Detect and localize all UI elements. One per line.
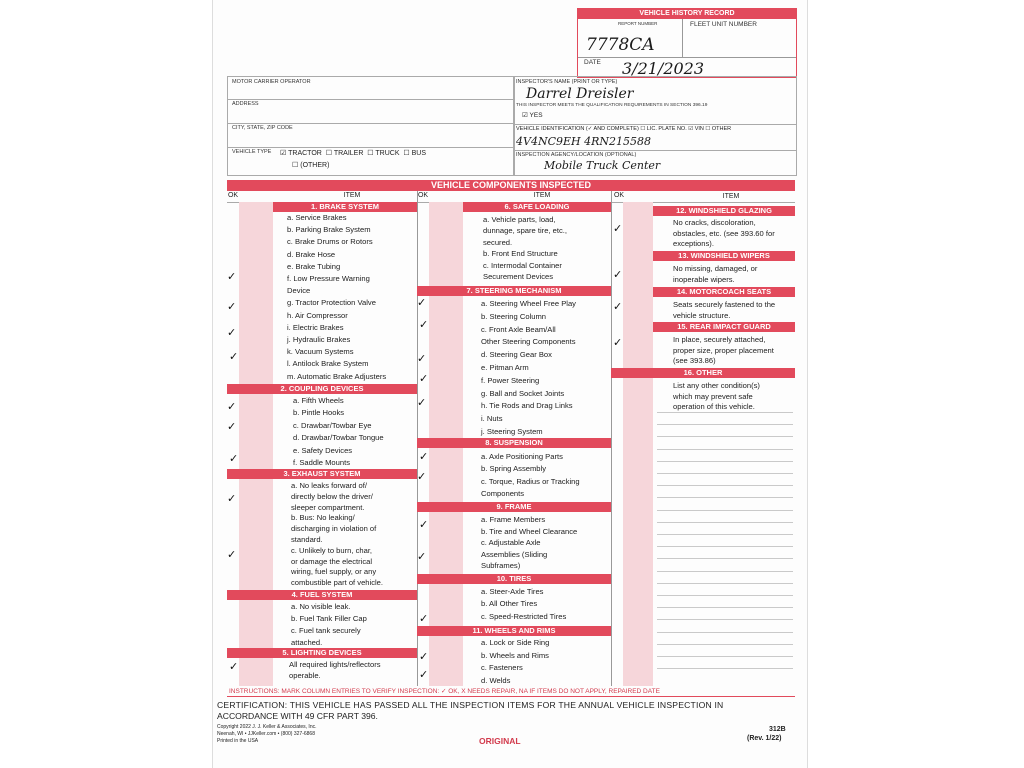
- city-label: CITY, STATE, ZIP CODE: [232, 125, 293, 131]
- address-label: ADDRESS: [232, 101, 259, 107]
- inspection-item: c. Torque, Radius or Tracking: [481, 476, 580, 486]
- coupling-devices-header: 2. COUPLING DEVICES: [227, 384, 417, 394]
- ok-checkmark: ✓: [227, 326, 237, 339]
- writing-line: [657, 546, 793, 547]
- inspection-item: f. Low Pressure Warning: [287, 274, 370, 283]
- inspection-item: c. Fasteners: [481, 663, 523, 673]
- inspection-item: vehicle structure.: [673, 310, 731, 320]
- inspection-item: In place, securely attached,: [673, 335, 766, 344]
- inspection-item: c. Drawbar/Towbar Eye: [293, 420, 372, 430]
- inspection-item: Securement Devices: [483, 272, 554, 281]
- vehicle-history-record-box: [577, 8, 797, 78]
- ok-checkmark: ✓: [229, 452, 239, 465]
- inspection-item: All required lights/reflectors: [289, 660, 381, 669]
- inspection-item: (see 393.86): [673, 356, 716, 365]
- lic-plate-label: LIC. PLATE NO.: [646, 126, 687, 132]
- inspection-item: e. Safety Devices: [293, 445, 353, 455]
- qualification-label: THIS INSPECTOR MEETS THE QUALIFICATION REQUIREMENTS IN SECTION 396.19: [516, 103, 708, 108]
- inspection-item: exceptions).: [673, 239, 714, 248]
- ok-checkmark: ✓: [419, 318, 429, 331]
- windshield-wipers-header: 13. WINDSHIELD WIPERS: [653, 251, 795, 261]
- frame-header: 9. FRAME: [417, 502, 611, 512]
- vin-row: [516, 126, 731, 132]
- inspection-item: Device: [287, 286, 311, 296]
- writing-line: [657, 668, 793, 669]
- writing-line: [657, 449, 793, 450]
- ok-checkmark: ✓: [227, 420, 237, 433]
- other-id-checkbox[interactable]: ☐: [705, 126, 711, 132]
- inspection-item: b. Bus: No leaking/: [291, 513, 355, 523]
- inspection-item: d. Steering Gear Box: [481, 350, 552, 360]
- ok-checkmark: ✓: [227, 548, 237, 561]
- inspector-hline-2: [514, 150, 796, 151]
- vin-option-label: VIN: [694, 126, 704, 132]
- bus-option: BUS: [411, 150, 427, 157]
- copyright-line-1: Copyright 2022 J. J. Keller & Associates, Inc.: [217, 724, 317, 730]
- writing-line: [657, 436, 793, 437]
- ok-checkmark: ✓: [613, 268, 623, 281]
- ok-checkmark: ✓: [613, 222, 623, 235]
- inspection-item: wiring, fuel supply, or any: [291, 567, 377, 577]
- ok-checkmark: ✓: [417, 396, 427, 409]
- tractor-option: TRACTOR: [288, 150, 322, 157]
- ok-checkmark: ✓: [419, 450, 429, 463]
- inspection-item: inoperable wipers.: [673, 274, 735, 284]
- inspection-item: List any other condition(s): [673, 381, 760, 390]
- ok-header-2: OK: [417, 192, 429, 199]
- inspection-item: m. Automatic Brake Adjusters: [287, 371, 387, 381]
- fuel-system-header: 4. FUEL SYSTEM: [227, 590, 417, 600]
- col-divider-2: [611, 191, 612, 686]
- needs-repair-strip-3: [623, 202, 653, 686]
- inspection-item: proper size, proper placement: [673, 345, 774, 355]
- ok-checkmark: ✓: [417, 470, 427, 483]
- ok-header-1: OK: [227, 192, 239, 199]
- vin-value: 4V4NC9EH 4RN215588: [516, 135, 651, 148]
- truck-option: TRUCK: [375, 150, 400, 157]
- inspection-item: a. Vehicle parts, load,: [483, 215, 556, 224]
- inspection-item: b. Pintle Hooks: [293, 408, 345, 418]
- inspection-item: sleeper compartment.: [291, 502, 365, 512]
- needs-repair-strip-1: [239, 202, 273, 686]
- inspection-item: b. Spring Assembly: [481, 464, 546, 474]
- writing-line: [657, 607, 793, 608]
- inspection-item: Components: [481, 489, 525, 499]
- ok-checkmark: ✓: [419, 650, 429, 663]
- fleet-unit-label: FLEET UNIT NUMBER: [690, 21, 757, 28]
- ok-checkmark: ✓: [417, 296, 427, 309]
- inspection-item: Subframes): [481, 561, 521, 571]
- inspection-item: a. Steer-Axle Tires: [481, 587, 544, 596]
- inspection-item: l. Antilock Brake System: [287, 359, 369, 369]
- inspection-item: e. Brake Tubing: [287, 261, 341, 271]
- copyright-line-3: Printed in the USA: [217, 738, 259, 744]
- writing-line: [657, 571, 793, 572]
- inspection-item: c. Front Axle Beam/All: [481, 324, 556, 334]
- ok-checkmark: ✓: [227, 400, 237, 413]
- ok-checkmark: ✓: [229, 350, 239, 363]
- inspection-item: standard.: [291, 535, 323, 544]
- inspector-info-box: [513, 76, 797, 176]
- qualification-yes: [522, 111, 543, 119]
- trailer-checkbox[interactable]: ☐: [325, 150, 332, 157]
- inspection-item: combustible part of vehicle.: [291, 578, 384, 588]
- ok-checkmark: ✓: [227, 300, 237, 313]
- ok-checkmark: ✓: [229, 660, 239, 673]
- inspection-item: a. Fifth Wheels: [293, 396, 344, 405]
- trailer-option: TRAILER: [333, 150, 364, 157]
- motor-carrier-label: MOTOR CARRIER OPERATOR: [232, 79, 311, 85]
- motorcoach-seats-header: 14. MOTORCOACH SEATS: [653, 287, 795, 297]
- truck-checkbox[interactable]: ☐: [367, 150, 374, 157]
- other-id-label: OTHER: [711, 126, 732, 132]
- safe-loading-header: 6. SAFE LOADING: [463, 202, 611, 212]
- inspection-item: operation of this vehicle.: [673, 402, 755, 411]
- ok-checkmark: ✓: [419, 372, 429, 385]
- inspector-hline-1: [514, 124, 796, 125]
- inspector-name-value: Darrel Dreisler: [526, 86, 634, 102]
- ok-checkmark: ✓: [419, 518, 429, 531]
- inspection-item: j. Hydraulic Brakes: [287, 335, 351, 344]
- inspection-item: attached.: [291, 638, 323, 647]
- wheels-rims-header: 11. WHEELS AND RIMS: [417, 626, 611, 636]
- inspection-item: a. No visible leak.: [291, 602, 351, 611]
- vehicle-type-label: VEHICLE TYPE: [232, 149, 272, 155]
- item-header-2: ITEM: [533, 192, 551, 199]
- writing-line: [657, 473, 793, 474]
- windshield-glazing-header: 12. WINDSHIELD GLAZING: [653, 206, 795, 216]
- vin-checkbox[interactable]: ☑: [688, 126, 694, 132]
- date-label: DATE: [584, 59, 601, 66]
- other-header: 16. OTHER: [611, 368, 795, 378]
- inspector-name-label: INSPECTOR'S NAME (PRINT OR TYPE): [516, 79, 618, 85]
- inspection-item: d. Drawbar/Towbar Tongue: [293, 433, 384, 443]
- writing-line: [657, 412, 793, 413]
- inspection-item: obstacles, etc. (see 393.60 for: [673, 228, 775, 238]
- inspection-item: b. Parking Brake System: [287, 225, 371, 235]
- inspection-item: dunnage, spare tire, etc.,: [483, 226, 568, 236]
- writing-line: [657, 534, 793, 535]
- report-number-divider: [682, 19, 683, 57]
- writing-line: [657, 595, 793, 596]
- inspection-item: Assemblies (Sliding: [481, 549, 548, 559]
- bus-checkbox[interactable]: ☐: [403, 150, 410, 157]
- inspection-item: directly below the driver/: [291, 491, 373, 501]
- yes-checkbox[interactable]: ☑: [522, 112, 528, 119]
- tractor-checkbox[interactable]: ☑: [280, 150, 287, 157]
- report-number-hline: [578, 57, 796, 58]
- inspection-item: g. Ball and Socket Joints: [481, 388, 565, 398]
- inspection-item: b. All Other Tires: [481, 599, 538, 609]
- inspection-item: b. Wheels and Rims: [481, 650, 549, 660]
- lighting-devices-header: 5. LIGHTING DEVICES: [227, 648, 417, 658]
- inspection-item: operable.: [289, 670, 321, 680]
- copyright-line-2: Neenah, WI • JJKeller.com • (800) 327-6868: [217, 731, 315, 737]
- yes-label: YES: [529, 112, 543, 119]
- writing-line: [657, 558, 793, 559]
- writing-line: [657, 644, 793, 645]
- ok-checkmark: ✓: [417, 352, 427, 365]
- agency-label: INSPECTION AGENCY/LOCATION (OPTIONAL): [516, 152, 637, 158]
- brake-system-header: 1. BRAKE SYSTEM: [273, 202, 417, 212]
- exhaust-system-header: 3. EXHAUST SYSTEM: [227, 469, 417, 479]
- writing-line: [657, 583, 793, 584]
- agency-value: Mobile Truck Center: [544, 159, 661, 172]
- ok-header-3: OK: [613, 192, 625, 199]
- report-number-value: 7778CA: [586, 35, 655, 55]
- inspection-item: which may prevent safe: [673, 391, 753, 401]
- inspection-item: k. Vacuum Systems: [287, 347, 354, 357]
- inspection-item: h. Air Compressor: [287, 310, 348, 320]
- inspection-item: Other Steering Components: [481, 337, 576, 347]
- ok-checkmark: ✓: [419, 612, 429, 625]
- inspection-item: f. Saddle Mounts: [293, 458, 350, 467]
- inspection-item: d. Welds: [481, 675, 511, 685]
- inspection-item: c. Speed-Restricted Tires: [481, 611, 567, 621]
- writing-line: [657, 424, 793, 425]
- inspection-item: j. Steering System: [481, 427, 543, 436]
- vin-id-label: VEHICLE IDENTIFICATION (✓ AND COMPLETE): [516, 126, 639, 132]
- certification-line-1: CERTIFICATION: THIS VEHICLE HAS PASSED ALL THE INSPECTION ITEMS FOR THE ANNUAL VEHICLE INSPECTION IN: [217, 700, 724, 710]
- writing-line: [657, 619, 793, 620]
- date-value: 3/21/2023: [622, 59, 705, 78]
- other-type-option: [292, 161, 329, 169]
- inspection-item: a. Frame Members: [481, 515, 546, 524]
- inspection-item: h. Tie Rods and Drag Links: [481, 401, 573, 411]
- writing-line: [657, 461, 793, 462]
- history-record-title: VEHICLE HISTORY RECORD: [578, 9, 796, 19]
- inspection-item: e. Pitman Arm: [481, 363, 529, 372]
- instructions-rule: [227, 696, 795, 697]
- inspection-item: No cracks, discoloration,: [673, 218, 756, 227]
- inspection-item: discharging in violation of: [291, 524, 377, 534]
- writing-line: [657, 485, 793, 486]
- ok-checkmark: ✓: [227, 492, 237, 505]
- carrier-hline-2: [228, 123, 514, 124]
- carrier-info-box: [227, 76, 515, 176]
- ok-checkmark: ✓: [419, 668, 429, 681]
- other-type-checkbox[interactable]: ☐: [292, 162, 299, 169]
- inspection-item: a. No leaks forward of/: [291, 481, 367, 490]
- original-label: ORIGINAL: [479, 736, 521, 746]
- inspection-item: f. Power Steering: [481, 375, 540, 385]
- writing-line: [657, 510, 793, 511]
- vehicle-type-options: [280, 149, 426, 157]
- writing-line: [657, 497, 793, 498]
- other-type-label: (OTHER): [300, 162, 330, 169]
- inspection-item: c. Brake Drums or Rotors: [287, 237, 373, 247]
- ok-checkmark: ✓: [227, 270, 237, 283]
- carrier-hline-1: [228, 99, 514, 100]
- inspection-item: or damage the electrical: [291, 556, 373, 566]
- inspection-item: a. Axle Positioning Parts: [481, 452, 563, 461]
- ok-checkmark: ✓: [417, 550, 427, 563]
- item-header-1: ITEM: [343, 192, 361, 199]
- inspection-item: c. Adjustable Axle: [481, 538, 541, 548]
- writing-line: [657, 522, 793, 523]
- inspection-item: b. Steering Column: [481, 311, 547, 321]
- inspection-item: c. Fuel tank securely: [291, 626, 361, 635]
- rear-impact-guard-header: 15. REAR IMPACT GUARD: [653, 322, 795, 332]
- tires-header: 10. TIRES: [417, 574, 611, 584]
- ok-checkmark: ✓: [613, 336, 623, 349]
- inspection-item: Seats securely fastened to the: [673, 300, 776, 309]
- inspection-item: g. Tractor Protection Valve: [287, 298, 376, 308]
- inspection-item: d. Brake Hose: [287, 249, 336, 259]
- steering-mechanism-header: 7. STEERING MECHANISM: [417, 286, 611, 296]
- inspection-item: c. Unlikely to burn, char,: [291, 545, 373, 555]
- ok-checkmark: ✓: [613, 300, 623, 313]
- certification-line-2: ACCORDANCE WITH 49 CFR PART 396.: [217, 711, 378, 721]
- item-header-3: ITEM: [722, 193, 740, 200]
- inspection-item: b. Front End Structure: [483, 249, 558, 259]
- inspection-item: No missing, damaged, or: [673, 264, 758, 273]
- inspection-item: a. Service Brakes: [287, 213, 347, 222]
- inspection-item: i. Electric Brakes: [287, 322, 344, 332]
- suspension-header: 8. SUSPENSION: [417, 438, 611, 448]
- inspection-item: b. Tire and Wheel Clearance: [481, 526, 578, 536]
- components-title: VEHICLE COMPONENTS INSPECTED: [227, 180, 795, 191]
- inspection-item: a. Lock or Side Ring: [481, 638, 550, 647]
- writing-line: [657, 656, 793, 657]
- report-number-label: REPORT NUMBER: [618, 21, 658, 26]
- form-number: 312B: [769, 726, 786, 733]
- inspection-item: c. Intermodal Container: [483, 260, 562, 270]
- form-revision: (Rev. 1/22): [747, 735, 782, 742]
- writing-line: [657, 632, 793, 633]
- inspection-form-page: [212, 0, 808, 768]
- lic-checkbox[interactable]: ☐: [640, 126, 646, 132]
- inspection-item: b. Fuel Tank Filler Cap: [291, 614, 367, 623]
- carrier-hline-3: [228, 147, 514, 148]
- inspection-item: i. Nuts: [481, 414, 503, 424]
- inspection-item: a. Steering Wheel Free Play: [481, 299, 576, 308]
- inspection-item: secured.: [483, 237, 513, 247]
- instructions-text: INSTRUCTIONS: MARK COLUMN ENTRIES TO VERIFY INSPECTION: ✓ OK, X NEEDS REPAIR, NA IF ITEMS DO NOT APPLY, REPAIRED DATE: [229, 688, 660, 695]
